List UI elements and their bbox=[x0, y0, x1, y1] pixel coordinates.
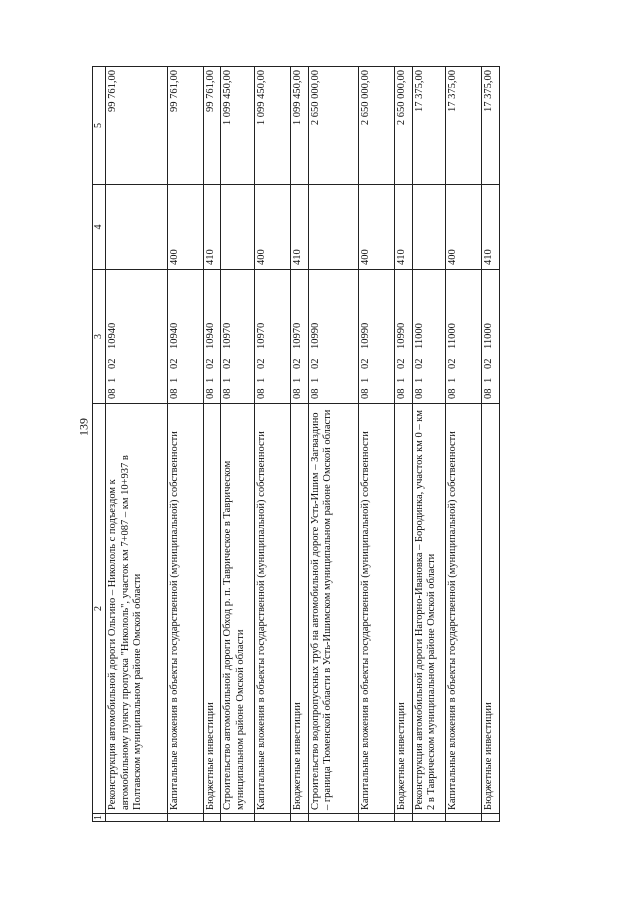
row-vr bbox=[412, 185, 446, 270]
code-part: 1 bbox=[447, 377, 459, 383]
row-index-cell bbox=[308, 814, 359, 822]
row-name: Бюджетные инвестиции bbox=[203, 404, 221, 814]
code-part: 08 bbox=[360, 388, 372, 399]
row-sum: 99 761,00 bbox=[106, 67, 168, 185]
row-index-cell bbox=[221, 814, 255, 822]
code-part: 10990 bbox=[360, 322, 372, 349]
code-part: 10990 bbox=[309, 322, 321, 349]
code-part: 10940 bbox=[107, 322, 118, 349]
row-sum: 1 099 450,00 bbox=[221, 67, 255, 185]
code-part: 02 bbox=[396, 358, 408, 369]
code-part: 08 bbox=[107, 388, 118, 399]
code-part: 1 bbox=[256, 377, 268, 383]
row-name: Капитальные вложения в объекты государственной (муниципальной) собственности bbox=[167, 404, 203, 814]
code-part: 1 bbox=[292, 377, 304, 383]
row-vr: 410 bbox=[395, 185, 413, 270]
row-vr bbox=[106, 185, 168, 270]
row-code bbox=[291, 270, 309, 404]
table-row bbox=[255, 67, 291, 822]
header-col-4: 4 bbox=[93, 185, 106, 270]
row-sum: 2 650 000,00 bbox=[359, 67, 395, 185]
code-part: 10970 bbox=[256, 322, 268, 349]
code-part: 08 bbox=[413, 388, 425, 399]
row-index-cell bbox=[203, 814, 221, 822]
row-index-cell bbox=[482, 814, 500, 822]
row-sum: 99 761,00 bbox=[167, 67, 203, 185]
row-sum: 1 099 450,00 bbox=[255, 67, 291, 185]
table-row bbox=[412, 67, 446, 822]
code-part: 10990 bbox=[396, 322, 408, 349]
row-name: Бюджетные инвестиции bbox=[482, 404, 500, 814]
code-part: 11000 bbox=[483, 323, 495, 349]
code-part: 1 bbox=[107, 377, 118, 383]
code-part: 02 bbox=[483, 358, 495, 369]
table-row bbox=[291, 67, 309, 822]
row-index-cell bbox=[359, 814, 395, 822]
budget-table bbox=[92, 66, 500, 822]
table-row bbox=[446, 67, 482, 822]
row-vr: 410 bbox=[203, 185, 221, 270]
code-part: 08 bbox=[483, 388, 495, 399]
code-part: 08 bbox=[168, 388, 180, 399]
row-code bbox=[412, 270, 446, 404]
row-code bbox=[395, 270, 413, 404]
code-part: 1 bbox=[204, 377, 216, 383]
code-part: 02 bbox=[222, 358, 234, 369]
table-row bbox=[359, 67, 395, 822]
row-vr: 400 bbox=[255, 185, 291, 270]
code-part: 08 bbox=[204, 388, 216, 399]
table-row bbox=[482, 67, 500, 822]
code-part: 11000 bbox=[413, 323, 425, 349]
code-part: 10940 bbox=[204, 322, 216, 349]
code-part: 08 bbox=[256, 388, 268, 399]
row-name: Капитальные вложения в объекты государственной (муниципальной) собственности bbox=[446, 404, 482, 814]
row-name: Реконструкция автомобильной дороги Ольгино – Никололь с подъездом к автомобильному пункту пропуска "Никололь", участок км 7+087 – км 10+937 в Полтавском муниципальном районе Омской области bbox=[106, 404, 168, 814]
table-row bbox=[395, 67, 413, 822]
table-row bbox=[167, 67, 203, 822]
row-code bbox=[359, 270, 395, 404]
table-row bbox=[203, 67, 221, 822]
code-part: 02 bbox=[107, 358, 118, 369]
row-vr: 400 bbox=[167, 185, 203, 270]
row-index-cell bbox=[167, 814, 203, 822]
row-name: Бюджетные инвестиции bbox=[291, 404, 309, 814]
row-code bbox=[106, 270, 168, 404]
row-name: Реконструкция автомобильной дороги Нагорно-Ивановка – Бородинка, участок км 0 – км 2 в Таврическом муниципальном районе Омской области bbox=[412, 404, 446, 814]
row-name: Строительство автомобильной дороги Обход р. п. Таврическое в Таврическом муниципальном районе Омской области bbox=[221, 404, 255, 814]
row-index-cell bbox=[412, 814, 446, 822]
row-sum: 99 761,00 bbox=[203, 67, 221, 185]
code-part: 02 bbox=[413, 358, 425, 369]
row-sum: 17 375,00 bbox=[482, 67, 500, 185]
row-sum: 17 375,00 bbox=[412, 67, 446, 185]
code-part: 1 bbox=[413, 377, 425, 383]
table-row bbox=[221, 67, 255, 822]
code-part: 1 bbox=[168, 377, 180, 383]
row-sum: 1 099 450,00 bbox=[291, 67, 309, 185]
code-part: 1 bbox=[360, 377, 372, 383]
row-code bbox=[203, 270, 221, 404]
table-row bbox=[308, 67, 359, 822]
row-index-cell bbox=[395, 814, 413, 822]
code-part: 02 bbox=[309, 358, 321, 369]
code-part: 08 bbox=[396, 388, 408, 399]
row-vr: 410 bbox=[291, 185, 309, 270]
code-part: 1 bbox=[309, 377, 321, 383]
row-code bbox=[446, 270, 482, 404]
row-vr bbox=[221, 185, 255, 270]
code-part: 11000 bbox=[447, 323, 459, 349]
code-part: 02 bbox=[168, 358, 180, 369]
row-name: Строительство водопропускных труб на автомобильной дороге Усть-Ишим – Загваздино – граница Тюменской области в Усть-Ишимском муниципальном районе Омской области bbox=[308, 404, 359, 814]
code-part: 10940 bbox=[168, 322, 180, 349]
header-col-3: 3 bbox=[93, 270, 106, 404]
code-part: 08 bbox=[292, 388, 304, 399]
row-vr: 400 bbox=[359, 185, 395, 270]
row-name: Капитальные вложения в объекты государственной (муниципальной) собственности bbox=[255, 404, 291, 814]
code-part: 08 bbox=[447, 388, 459, 399]
row-code bbox=[482, 270, 500, 404]
code-part: 1 bbox=[483, 377, 495, 383]
header-col-1: 1 bbox=[93, 815, 104, 820]
row-sum: 17 375,00 bbox=[446, 67, 482, 185]
row-vr: 410 bbox=[482, 185, 500, 270]
row-code bbox=[221, 270, 255, 404]
row-index-cell bbox=[291, 814, 309, 822]
row-sum: 2 650 000,00 bbox=[308, 67, 359, 185]
rotated-table-wrapper bbox=[92, 67, 500, 822]
code-part: 02 bbox=[360, 358, 372, 369]
row-code bbox=[308, 270, 359, 404]
row-vr: 400 bbox=[446, 185, 482, 270]
code-part: 1 bbox=[222, 377, 234, 383]
header-row bbox=[93, 67, 106, 822]
row-name: Капитальные вложения в объекты государственной (муниципальной) собственности bbox=[359, 404, 395, 814]
code-part: 02 bbox=[292, 358, 304, 369]
row-code bbox=[255, 270, 291, 404]
code-part: 02 bbox=[447, 358, 459, 369]
row-code bbox=[167, 270, 203, 404]
row-name: Бюджетные инвестиции bbox=[395, 404, 413, 814]
code-part: 10970 bbox=[292, 322, 304, 349]
row-index-cell bbox=[106, 814, 168, 822]
code-part: 02 bbox=[256, 358, 268, 369]
code-part: 08 bbox=[309, 388, 321, 399]
row-vr bbox=[308, 185, 359, 270]
code-part: 02 bbox=[204, 358, 216, 369]
table-row bbox=[106, 67, 168, 822]
header-col-5: 5 bbox=[93, 67, 106, 185]
table-body bbox=[106, 67, 500, 822]
code-part: 08 bbox=[222, 388, 234, 399]
header-col-2: 2 bbox=[93, 404, 106, 814]
code-part: 10970 bbox=[222, 322, 234, 349]
row-index-cell bbox=[255, 814, 291, 822]
code-part: 1 bbox=[396, 377, 408, 383]
row-sum: 2 650 000,00 bbox=[395, 67, 413, 185]
row-index-cell bbox=[446, 814, 482, 822]
page-number: 139 bbox=[76, 418, 91, 436]
